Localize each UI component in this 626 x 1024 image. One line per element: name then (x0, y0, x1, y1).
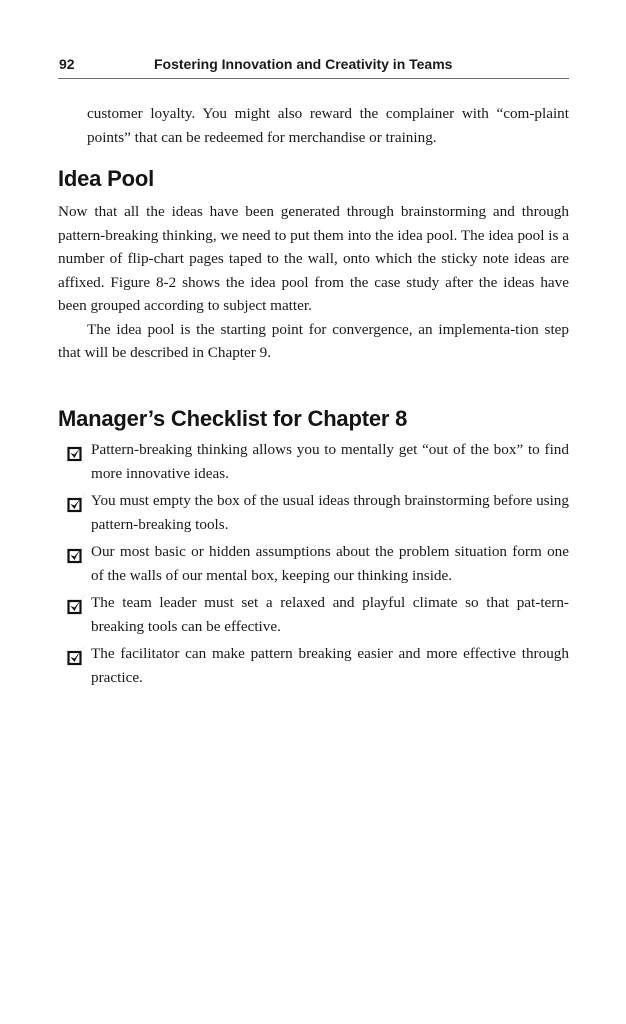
checklist-item-1 (58, 438, 569, 485)
idea-pool-heading: Idea Pool (58, 166, 154, 191)
checklist-item-text: Pattern-breaking thinking allows you to mentally get “out of the box” to find more innovative ideas. (91, 441, 569, 482)
checkbox-checked-icon (67, 643, 89, 667)
continued-paragraph: customer loyalty. You might also reward the complainer with “com-plaint points” that can be redeemed for merchandise or training. (87, 105, 569, 146)
idea-pool-paragraph-1: Now that all the ideas have been generated through brainstorming and through pattern-breaking thinking, we need to put them into the idea pool. The idea pool is a number of flip-chart pages taped to the wall, onto which the sticky note ideas are affixed. Figure 8-2 shows the idea pool from the case study after the ideas have been grouped according to subject matter. (58, 203, 569, 314)
checklist-item-4 (58, 591, 569, 638)
checklist-item-text: You must empty the box of the usual ideas through brainstorming before using pattern-breaking tools. (91, 492, 569, 533)
checkbox-checked-icon (67, 541, 89, 565)
checkbox-checked-icon (67, 592, 89, 616)
checklist-item-2 (58, 489, 569, 536)
checklist-item-5 (58, 642, 569, 689)
checklist-item-3 (58, 540, 569, 587)
idea-pool-paragraph-2: The idea pool is the starting point for convergence, an implementa-tion step that will be described in Chapter 9. (58, 320, 569, 361)
checklist-item-text: The team leader must set a relaxed and playful climate so that pat-tern-breaking tools can be effective. (91, 594, 569, 635)
checkbox-checked-icon (67, 490, 89, 514)
idea-pool-section (58, 200, 569, 365)
checklist-item-text: Our most basic or hidden assumptions about the problem situation form one of the walls of our mental box, keeping our thinking inside. (91, 543, 569, 584)
checklist-item-text: The facilitator can make pattern breaking easier and more effective through practice. (91, 645, 569, 686)
checkbox-checked-icon (67, 439, 89, 463)
running-title: Fostering Innovation and Creativity in Teams (154, 56, 453, 72)
checklist-heading: Manager’s Checklist for Chapter 8 (58, 406, 408, 431)
page-number: 92 (59, 56, 75, 72)
running-header (58, 54, 569, 79)
managers-checklist (58, 438, 569, 693)
